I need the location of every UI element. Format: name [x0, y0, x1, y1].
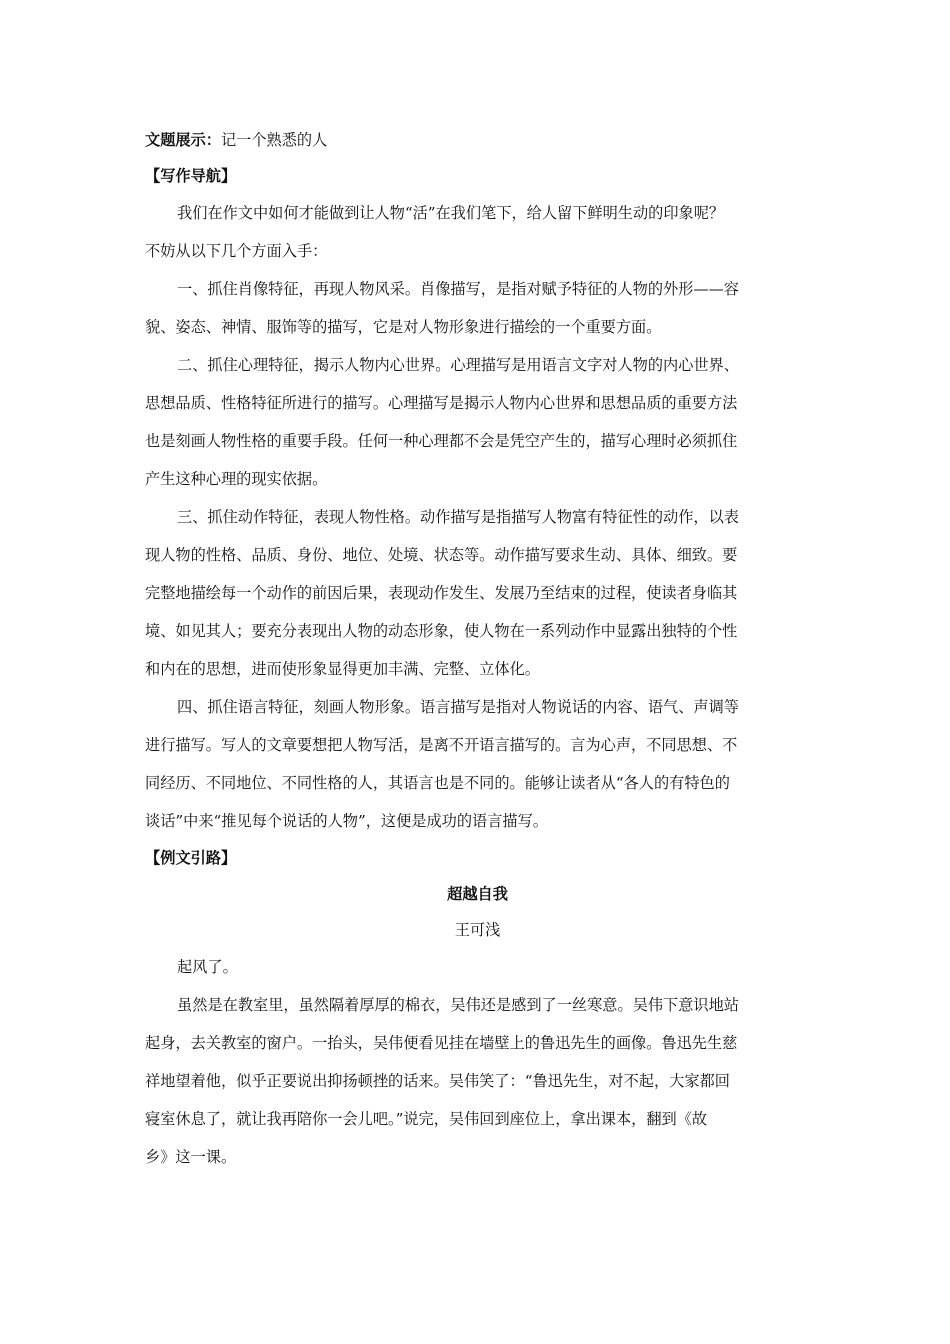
essay-line: 虽然是在教室里，虽然隔着厚厚的棉衣，吴伟还是感到了一丝寒意。吴伟下意识地站 — [177, 996, 739, 1014]
guide-line: 产生这种心理的现实依据。 — [145, 470, 328, 488]
essay-body — [145, 948, 810, 1176]
section-heading-example: 【例文引路】 — [145, 849, 237, 867]
guide-line: 完整地描绘每一个动作的前因后果，表现动作发生、发展乃至结束的过程，使读者身临其 — [145, 584, 738, 602]
essay-paragraph — [145, 948, 810, 986]
guide-line: 不妨从以下几个方面入手： — [145, 242, 328, 260]
topic-line — [145, 122, 810, 158]
section-heading-guide: 【写作导航】 — [145, 167, 237, 185]
guide-paragraph — [145, 270, 810, 346]
guide-line: 和内在的思想，进而使形象显得更加丰满、完整、立体化。 — [145, 660, 540, 678]
essay-title: 超越自我 — [447, 885, 508, 903]
guide-line: 一、抓住肖像特征，再现人物风采。肖像描写，是指对赋予特征的人物的外形——容 — [177, 280, 739, 298]
guide-line: 也是刻画人物性格的重要手段。任何一种心理都不会是凭空产生的，描写心理时必须抓住 — [145, 432, 738, 450]
topic-value: 记一个熟悉的人 — [220, 131, 328, 149]
essay-line: 起风了。 — [177, 958, 238, 976]
essay-line: 寝室休息了，就让我再陪你一会儿吧。”说完，吴伟回到座位上，拿出课本，翻到《故 — [145, 1110, 708, 1128]
essay-line: 起身，去关教室的窗户。一抬头，吴伟便看见挂在墙壁上的鲁迅先生的画像。鲁迅先生慈 — [145, 1034, 738, 1052]
guide-paragraph — [145, 346, 810, 498]
guide-line: 进行描写。写人的文章要想把人物写活，是离不开语言描写的。言为心声，不同思想、不 — [145, 736, 738, 754]
guide-paragraph — [145, 498, 810, 688]
guide-line: 三、抓住动作特征，表现人物性格。动作描写是指描写人物富有特征性的动作，以表 — [177, 508, 739, 526]
guide-line: 二、抓住心理特征，揭示人物内心世界。心理描写是用语言文字对人物的内心世界、 — [177, 356, 739, 374]
essay-line: 祥地望着他，似乎正要说出抑扬顿挫的话来。吴伟笑了：“鲁迅先生，对不起，大家都回 — [145, 1072, 730, 1090]
document-body — [145, 122, 810, 1176]
guide-line: 谈话”中来“推见每个说话的人物”，这便是成功的语言描写。 — [145, 812, 548, 830]
essay-line: 乡》这一课。 — [145, 1148, 237, 1166]
guide-line: 四、抓住语言特征，刻画人物形象。语言描写是指对人物说话的内容、语气、声调等 — [177, 698, 739, 716]
guide-line: 貌、姿态、神情、服饰等的描写，它是对人物形象进行描绘的一个重要方面。 — [145, 318, 662, 336]
guide-line: 我们在作文中如何才能做到让人物“活”在我们笔下，给人留下鲜明生动的印象呢？ — [177, 204, 725, 222]
guide-paragraph — [145, 194, 810, 270]
guide-line: 同经历、不同地位、不同性格的人，其语言也是不同的。能够让读者从“各人的有特色的 — [145, 774, 730, 792]
guide-line: 思想品质、性格特征所进行的描写。心理描写是揭示人物内心世界和思想品质的重要方法 — [145, 394, 738, 412]
topic-label: 文题展示： — [145, 131, 221, 149]
guide-line: 境、如见其人；要充分表现出人物的动态形象，使人物在一系列动作中显露出独特的个性 — [145, 622, 738, 640]
guide-line: 现人物的性格、品质、身份、地位、处境、状态等。动作描写要求生动、具体、细致。要 — [145, 546, 738, 564]
guide-section — [145, 194, 810, 840]
essay-paragraph — [145, 986, 810, 1176]
guide-paragraph — [145, 688, 810, 840]
essay-author: 王可浅 — [454, 921, 501, 939]
